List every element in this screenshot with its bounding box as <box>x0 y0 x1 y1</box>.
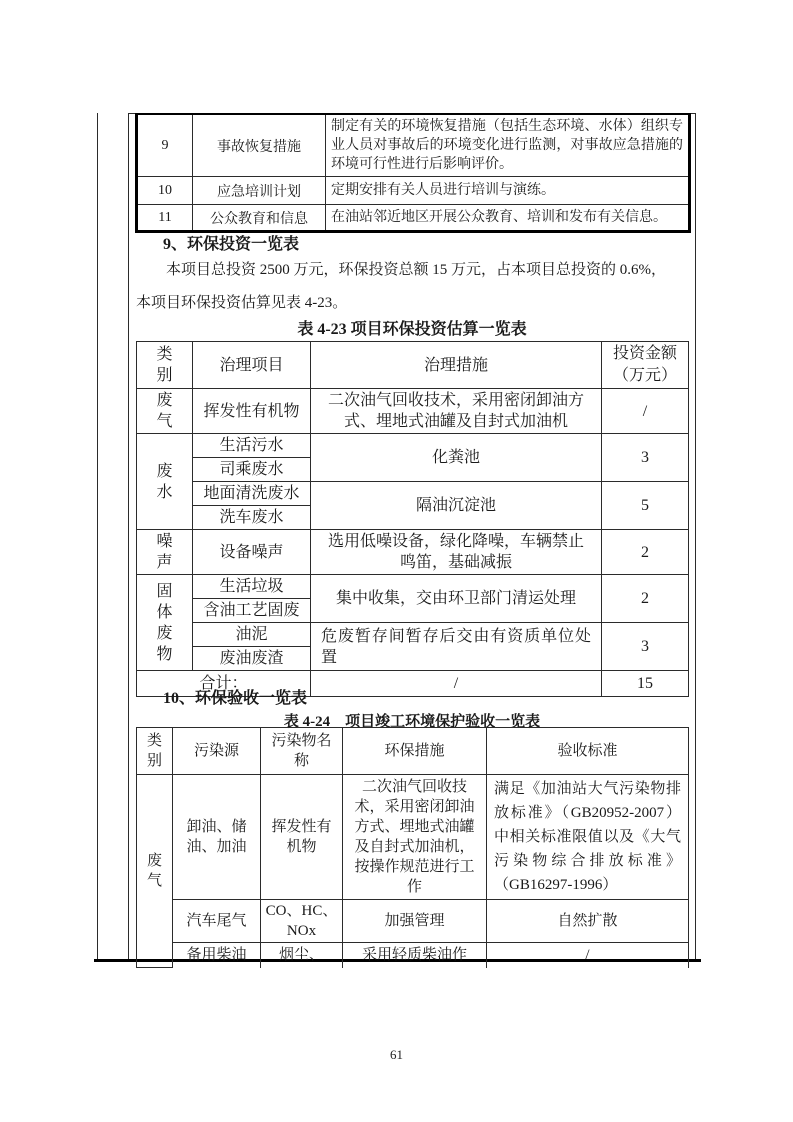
item-cell: 地面清洗废水 <box>193 482 311 506</box>
table-row <box>137 434 689 458</box>
table-row <box>137 177 690 205</box>
header-pollutant: 污染物名称 <box>261 728 343 775</box>
inner-border-left <box>128 113 129 960</box>
measure-cell: 集中收集，交由环卫部门清运处理 <box>311 575 602 623</box>
table-4-24-title: 表 4-24 项目竣工环境保护验收一览表 <box>283 714 541 730</box>
amount-cell: 2 <box>602 530 689 575</box>
page-number: 61 <box>390 1047 403 1062</box>
amount-cell: 2 <box>602 575 689 623</box>
table-header-row <box>137 728 689 775</box>
item-cell: 油泥 <box>193 623 311 647</box>
header-category: 类别 <box>137 342 193 389</box>
total-amount: 15 <box>602 671 689 697</box>
table-row <box>137 775 689 900</box>
pollutant-cell: CO、HC、NOx <box>261 900 343 943</box>
header-amount-line2: （万元） <box>612 367 677 384</box>
measure-cell: 二次油气回收技术，采用密闭卸油方式、埋地式油罐及自封式加油机 <box>311 389 602 434</box>
section-10-heading: 10、环保验收一览表 <box>163 690 308 707</box>
item-cell: 挥发性有机物 <box>193 389 311 434</box>
table-row <box>137 575 689 599</box>
table-row <box>137 900 689 943</box>
amount-cell: / <box>602 389 689 434</box>
header-item: 治理项目 <box>193 342 311 389</box>
paragraph-line: 本项目总投资 2500 万元，环保投资总额 15 万元，占本项目总投资的 0.6%， <box>166 262 666 278</box>
paragraph-line: 本项目环保投资估算见表 4-23。 <box>136 295 348 311</box>
row-number: 10 <box>137 177 193 205</box>
measure-name: 事故恢复措施 <box>193 114 326 177</box>
amount-cell: 3 <box>602 434 689 482</box>
investment-paragraph <box>136 254 690 320</box>
investment-estimate-table <box>136 341 689 697</box>
measure-cell: 隔油沉淀池 <box>311 482 602 530</box>
source-cell: 卸油、储油、加油 <box>173 775 261 900</box>
header-measure: 环保措施 <box>343 728 487 775</box>
category-cell: 固体废物 <box>137 575 193 671</box>
measure-cell: 加强管理 <box>343 900 487 943</box>
acceptance-table <box>136 727 689 968</box>
header-measure: 治理措施 <box>311 342 602 389</box>
header-source: 污染源 <box>173 728 261 775</box>
row-number: 11 <box>137 205 193 232</box>
table-row <box>137 623 689 647</box>
amount-cell: 3 <box>602 623 689 671</box>
measure-cell: 危废暂存间暂存后交由有资质单位处置 <box>311 623 602 671</box>
category-cell: 废气 <box>137 389 193 434</box>
emergency-measures-table <box>135 113 691 233</box>
measure-cell: 二次油气回收技术，采用密闭卸油方式、埋地式油罐及自封式加油机，按操作规范进行工作 <box>343 775 487 900</box>
header-amount <box>602 342 689 389</box>
item-cell: 废油废渣 <box>193 647 311 671</box>
header-amount-line1: 投资金额 <box>612 345 677 362</box>
item-cell: 生活垃圾 <box>193 575 311 599</box>
item-cell: 含油工艺固废 <box>193 599 311 623</box>
row-number: 9 <box>137 114 193 177</box>
total-label: 合计： <box>137 671 311 697</box>
inner-border-right <box>695 113 696 960</box>
standard-cell: / <box>487 943 689 968</box>
measure-description: 在油站邻近地区开展公众教育、培训和发布有关信息。 <box>326 205 690 232</box>
category-cell: 废水 <box>137 434 193 530</box>
measure-cell: 化粪池 <box>311 434 602 482</box>
table-4-23-title: 表 4-23 项目环保投资估算一览表 <box>297 321 527 338</box>
header-category: 类别 <box>137 728 173 775</box>
outer-border-left <box>97 113 98 960</box>
item-cell: 设备噪声 <box>193 530 311 575</box>
total-measure: / <box>311 671 602 697</box>
measure-description: 制定有关的环境恢复措施（包括生态环境、水体）组织专业人员对事故后的环境变化进行监测，对事故应急措施的环境可行性进行后影响评价。 <box>326 114 690 177</box>
category-cell: 废气 <box>137 775 173 968</box>
section-9-heading: 9、环保投资一览表 <box>163 236 300 253</box>
pollutant-cell: 烟尘、 <box>261 943 343 968</box>
amount-cell: 5 <box>602 482 689 530</box>
header-standard: 验收标准 <box>487 728 689 775</box>
standard-cell: 满足《加油站大气污染物排放标准》（GB20952-2007）中相关标准限值以及《大气污染物综合排放标准》（GB16297-1996） <box>487 775 689 900</box>
category-cell: 噪声 <box>137 530 193 575</box>
table-row <box>137 530 689 575</box>
source-cell: 汽车尾气 <box>173 900 261 943</box>
table-row <box>137 389 689 434</box>
table-header-row <box>137 342 689 389</box>
table-row <box>137 114 690 177</box>
item-cell: 洗车废水 <box>193 506 311 530</box>
item-cell: 司乘废水 <box>193 458 311 482</box>
table-row <box>137 482 689 506</box>
pollutant-cell: 挥发性有机物 <box>261 775 343 900</box>
measure-cell: 选用低噪设备，绿化降噪，车辆禁止鸣笛，基础减振 <box>311 530 602 575</box>
table-row <box>137 943 689 968</box>
measure-cell: 采用轻质柴油作 <box>343 943 487 968</box>
table-row <box>137 205 690 232</box>
measure-name: 应急培训计划 <box>193 177 326 205</box>
source-cell: 备用柴油 <box>173 943 261 968</box>
measure-description: 定期安排有关人员进行培训与演练。 <box>326 177 690 205</box>
standard-cell: 自然扩散 <box>487 900 689 943</box>
item-cell: 生活污水 <box>193 434 311 458</box>
measure-name: 公众教育和信息 <box>193 205 326 232</box>
